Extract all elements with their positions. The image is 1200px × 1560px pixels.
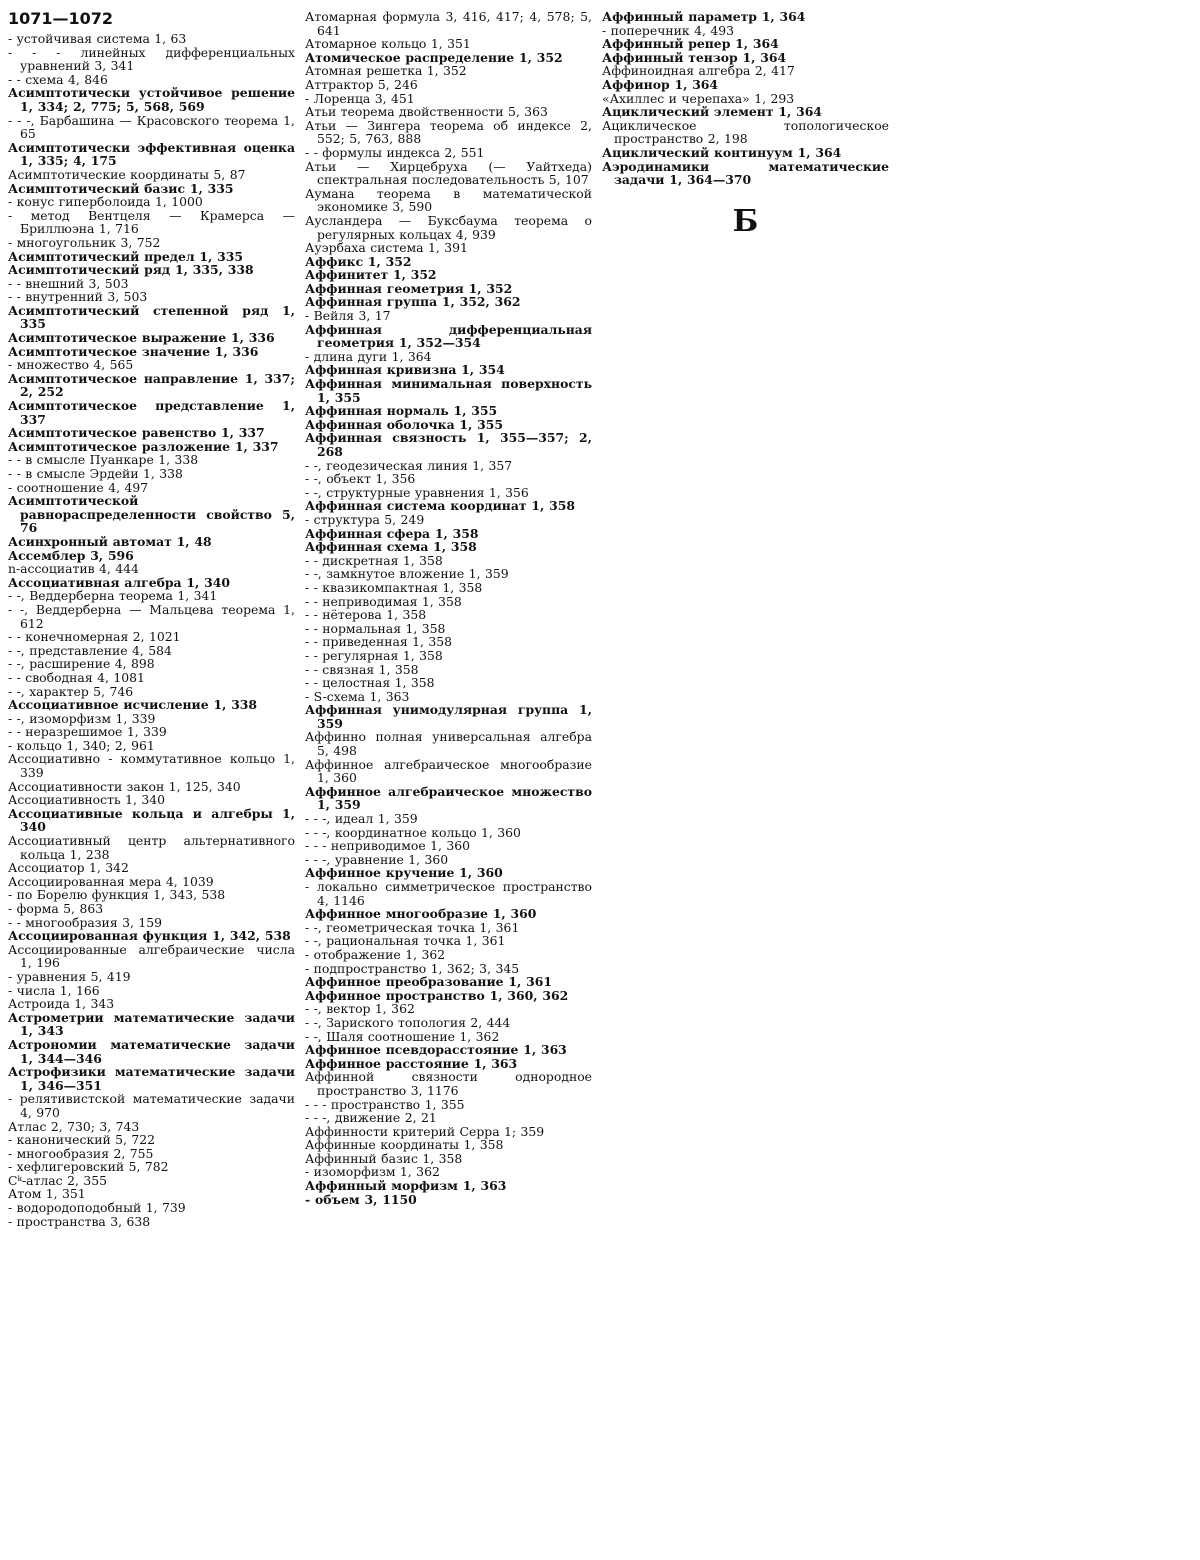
index-heading-entry: Ациклический континуум 1, 364 <box>602 144 842 160</box>
index-sub-entry: Атомная решетка 1, 352 <box>305 63 467 79</box>
index-sub-entry: - хефлигеровский 5, 782 <box>8 1159 169 1175</box>
index-sub-entry: - - нормальная 1, 358 <box>305 620 446 636</box>
index-sub-entry: Аффинный базис 1, 358 <box>305 1150 463 1166</box>
index-heading-entry: Ассоциативная алгебра 1, 340 <box>8 574 230 590</box>
index-heading-entry: Асимптотическое значение 1, 336 <box>8 343 259 359</box>
index-columns <box>8 10 1186 1552</box>
index-sub-entry: Аумана теорема в математической экономике 3, 590 <box>305 185 592 215</box>
index-sub-entry: Атьи теорема двойственности 5, 363 <box>305 104 548 120</box>
index-sub-entry: Ассоциированные алгебраические числа 1, 196 <box>8 941 295 971</box>
index-sub-entry: - изоморфизм 1, 362 <box>305 1164 440 1180</box>
index-sub-entry: Атьи — Зингера теорема об индексе 2, 552; 5, 763, 888 <box>305 117 592 147</box>
index-sub-entry: - -, рациональная точка 1, 361 <box>305 933 506 949</box>
index-heading-entry: Ассемблер 3, 596 <box>8 547 134 563</box>
index-sub-entry: - - внешний 3, 503 <box>8 275 129 291</box>
index-sub-entry: - - -, уравнение 1, 360 <box>305 851 449 867</box>
index-heading-entry: Аффинная нормаль 1, 355 <box>305 403 498 419</box>
index-sub-entry: - -, Зариского топология 2, 444 <box>305 1014 511 1030</box>
index-heading-entry: Асимптотическое равенство 1, 337 <box>8 425 265 441</box>
index-heading-entry: Асимптотически устойчивое решение 1, 334; 2, 775; 5, 568, 569 <box>8 85 295 114</box>
index-heading-entry: Асимптотический предел 1, 335 <box>8 248 244 264</box>
index-column-2 <box>305 10 592 1552</box>
index-sub-entry: Аусландера — Буксбаума теорема о регулярных кольцах 4, 939 <box>305 212 592 242</box>
index-heading-entry: Асимптотическое разложение 1, 337 <box>8 438 279 454</box>
index-heading-entry: Аффинная кривизна 1, 354 <box>305 362 505 378</box>
index-heading-entry: Аффинная дифференциальная геометрия 1, 352—354 <box>305 321 592 351</box>
index-heading-entry: Аффинная унимодулярная группа 1, 359 <box>305 702 592 731</box>
index-sub-entry: - - внутренний 3, 503 <box>8 289 148 305</box>
index-sub-entry: - -, Веддерберна — Мальцева теорема 1, 612 <box>8 601 295 631</box>
index-sub-entry: - -, представление 4, 584 <box>8 642 172 658</box>
index-sub-entry: Астроида 1, 343 <box>8 996 115 1012</box>
index-sub-entry: - S-схема 1, 363 <box>305 688 410 704</box>
index-sub-entry: - - -, движение 2, 21 <box>305 1110 437 1126</box>
index-sub-entry: - устойчивая система 1, 63 <box>8 31 187 46</box>
index-sub-entry: Атлас 2, 730; 3, 743 <box>8 1118 140 1134</box>
index-sub-entry: - Лоренца 3, 451 <box>305 90 415 106</box>
index-heading-entry: Аффинная система координат 1, 358 <box>305 498 576 514</box>
index-heading-entry: Атомическое распределение 1, 352 <box>305 49 563 65</box>
index-heading-entry: Аэродинамики математические задачи 1, 364—370 <box>602 158 889 188</box>
index-sub-entry: - - регулярная 1, 358 <box>305 647 443 663</box>
index-sub-entry: - - неразрешимое 1, 339 <box>8 724 167 740</box>
index-sub-entry: - длина дуги 1, 364 <box>305 348 432 364</box>
index-sub-entry: - поперечник 4, 493 <box>602 22 735 38</box>
index-sub-entry: - многообразия 2, 755 <box>8 1145 154 1161</box>
index-column-3-top <box>602 10 889 187</box>
index-sub-entry: - - в смысле Пуанкаре 1, 338 <box>8 452 199 468</box>
index-heading-entry: Асимптотический базис 1, 335 <box>8 180 234 196</box>
index-sub-entry: - -, вектор 1, 362 <box>305 1001 415 1017</box>
index-sub-entry: - -, расширение 4, 898 <box>8 656 155 672</box>
index-heading-entry: Ациклический элемент 1, 364 <box>602 104 822 120</box>
index-sub-entry: - релятивистской математические задачи 4, 970 <box>8 1091 295 1120</box>
index-heading-entry: Аффинное преобразование 1, 361 <box>305 974 552 990</box>
index-sub-entry: - -, геометрическая точка 1, 361 <box>305 919 520 935</box>
section-letter: Б <box>732 203 759 239</box>
index-sub-entry: - - многообразия 3, 159 <box>8 914 162 930</box>
index-sub-entry: - - в смысле Эрдейи 1, 338 <box>8 466 183 481</box>
index-heading-entry: Аффинитет 1, 352 <box>305 267 437 283</box>
index-sub-entry: Аффинно полная универсальная алгебра 5, 498 <box>305 729 592 759</box>
index-heading-entry: Аффинный репер 1, 364 <box>602 36 779 52</box>
index-heading-entry: Аффинный тензор 1, 364 <box>602 49 787 65</box>
index-sub-entry: Cᵏ-атлас 2, 355 <box>8 1172 107 1188</box>
index-sub-entry: «Ахиллес и черепаха» 1, 293 <box>602 90 795 106</box>
index-heading-entry: Аффинор 1, 364 <box>602 76 719 92</box>
index-heading-entry: Аффинное многообразие 1, 360 <box>305 906 537 922</box>
index-sub-entry: Ассоциативности закон 1, 125, 340 <box>8 778 241 794</box>
index-heading-entry: - объем 3, 1150 <box>305 1191 417 1207</box>
index-sub-entry: Ассоциированная мера 4, 1039 <box>8 873 214 889</box>
index-sub-entry: Аттрактор 5, 246 <box>305 76 418 92</box>
index-sub-entry: - -, Веддерберна теорема 1, 341 <box>8 588 218 604</box>
index-sub-entry: - -, изоморфизм 1, 339 <box>8 710 156 726</box>
index-heading-entry: Асимптотической равнораспределенности свойство 5, 76 <box>8 493 295 536</box>
index-sub-entry: Аффинные координаты 1, 358 <box>305 1137 504 1153</box>
index-sub-entry: - - -, Барбашина — Красовского теорема 1, 65 <box>8 112 295 142</box>
index-heading-entry: Аффинная группа 1, 352, 362 <box>305 294 521 310</box>
index-sub-entry: - - неприводимая 1, 358 <box>305 593 462 609</box>
index-sub-entry: - структура 5, 249 <box>305 511 425 527</box>
page-range-header: 1071—1072 <box>8 9 114 28</box>
index-sub-entry: - канонический 5, 722 <box>8 1132 156 1148</box>
index-sub-entry: - кольцо 1, 340; 2, 961 <box>8 737 155 753</box>
index-heading-entry: Аффинное псевдорасстояние 1, 363 <box>305 1042 567 1058</box>
index-column-1 <box>8 10 295 1552</box>
index-sub-entry: - - -, координатное кольцо 1, 360 <box>305 824 521 840</box>
index-heading-entry: Аффинная оболочка 1, 355 <box>305 416 504 432</box>
index-sub-entry: - Вейля 3, 17 <box>305 308 391 324</box>
index-heading-entry: Аффинный параметр 1, 364 <box>602 10 806 24</box>
index-sub-entry: - многоугольник 3, 752 <box>8 234 161 250</box>
index-heading-entry: Асимптотическое выражение 1, 336 <box>8 330 275 346</box>
index-sub-entry: Аффиноидная алгебра 2, 417 <box>602 63 795 79</box>
index-heading-entry: Астрофизики математические задачи 1, 346—351 <box>8 1064 295 1093</box>
index-sub-entry: - -, характер 5, 746 <box>8 683 134 699</box>
index-sub-entry: Атом 1, 351 <box>8 1186 86 1202</box>
index-sub-entry: Атомарное кольцо 1, 351 <box>305 36 471 52</box>
index-sub-entry: - множество 4, 565 <box>8 357 134 373</box>
index-sub-entry: - - конечномерная 2, 1021 <box>8 629 181 645</box>
index-sub-entry: Атьи — Хирцебруха (— Уайтхеда) спектральная последовательность 5, 107 <box>305 158 592 188</box>
index-sub-entry: - по Борелю функция 1, 343, 538 <box>8 887 226 903</box>
index-sub-entry: - - связная 1, 358 <box>305 661 419 677</box>
index-heading-entry: Асимптотическое представление 1, 337 <box>8 398 295 427</box>
index-sub-entry: Ациклическое топологическое пространство 2, 198 <box>602 117 889 147</box>
index-sub-entry: - - квазикомпактная 1, 358 <box>305 579 483 595</box>
index-heading-entry: Асимптотический ряд 1, 335, 338 <box>8 262 254 278</box>
index-sub-entry: - - дискретная 1, 358 <box>305 552 443 568</box>
index-column-3 <box>602 10 889 1552</box>
index-heading-entry: Аффинное кручение 1, 360 <box>305 865 503 881</box>
index-sub-entry: - отображение 1, 362 <box>305 946 446 962</box>
index-heading-entry: Аффинная геометрия 1, 352 <box>305 280 513 296</box>
index-sub-entry: n-ассоциатив 4, 444 <box>8 561 139 577</box>
index-sub-entry: - -, Шаля соотношение 1, 362 <box>305 1028 500 1044</box>
index-sub-entry: - -, замкнутое вложение 1, 359 <box>305 566 509 582</box>
index-sub-entry: - числа 1, 166 <box>8 982 100 998</box>
index-sub-entry: - уравнения 5, 419 <box>8 968 131 984</box>
index-sub-entry: Асимптотические координаты 5, 87 <box>8 166 246 182</box>
index-sub-entry: Ауэрбаха система 1, 391 <box>305 240 468 256</box>
index-sub-entry: - пространства 3, 638 <box>8 1213 151 1229</box>
index-sub-entry: - метод Вентцеля — Крамерса — Бриллюэна 1, 716 <box>8 207 295 237</box>
index-heading-entry: Аффинное алгебраическое множество 1, 359 <box>305 783 592 813</box>
index-heading-entry: Аффинная сфера 1, 358 <box>305 525 479 541</box>
index-heading-entry: Аффикс 1, 352 <box>305 253 412 269</box>
index-sub-entry: - -, геодезическая линия 1, 357 <box>305 457 513 473</box>
index-sub-entry: - - - неприводимое 1, 360 <box>305 838 471 854</box>
index-sub-entry: - -, структурные уравнения 1, 356 <box>305 484 529 500</box>
index-heading-entry: Асинхронный автомат 1, 48 <box>8 533 212 549</box>
index-heading-entry: Ассоциативное исчисление 1, 338 <box>8 697 258 713</box>
index-heading-entry: Асимптотически эффективная оценка 1, 335; 4, 175 <box>8 139 295 169</box>
index-heading-entry: Астрономии математические задачи 1, 344—346 <box>8 1036 295 1066</box>
index-sub-entry: - конус гиперболоида 1, 1000 <box>8 194 203 210</box>
index-sub-entry: - - схема 4, 846 <box>8 71 108 87</box>
index-heading-entry: Асимптотический степенной ряд 1, 335 <box>8 302 295 332</box>
index-sub-entry: - форма 5, 863 <box>8 901 104 916</box>
index-heading-entry: Асимптотическое направление 1, 337; 2, 252 <box>8 370 295 400</box>
index-sub-entry: - локально симметрическое пространство 4, 1146 <box>305 879 592 908</box>
index-sub-entry: Ассоциатор 1, 342 <box>8 860 129 876</box>
index-sub-entry: - - приведенная 1, 358 <box>305 634 453 650</box>
index-sub-entry: Аффинное алгебраическое многообразие 1, 360 <box>305 756 592 786</box>
index-heading-entry: Аффинная минимальная поверхность 1, 355 <box>305 376 592 405</box>
index-sub-entry: - - - линейных дифференциальных уравнений 3, 341 <box>8 44 295 74</box>
index-heading-entry: Аффинное пространство 1, 360, 362 <box>305 987 569 1003</box>
index-heading-entry: Ассоциированная функция 1, 342, 538 <box>8 928 291 944</box>
index-sub-entry: Ассоциативный центр альтернативного кольца 1, 238 <box>8 833 295 862</box>
index-sub-entry: - водородоподобный 1, 739 <box>8 1200 186 1216</box>
index-heading-entry: Аффинный морфизм 1, 363 <box>305 1178 507 1194</box>
index-heading-entry: Ассоциативные кольца и алгебры 1, 340 <box>8 805 295 835</box>
index-heading-entry: Аффинная связность 1, 355—357; 2, 268 <box>305 430 592 459</box>
index-sub-entry: Аффинной связности однородное пространство 3, 1176 <box>305 1069 592 1098</box>
index-sub-entry: - соотношение 4, 497 <box>8 479 149 495</box>
index-sub-entry: - - целостная 1, 358 <box>305 675 435 691</box>
index-sub-entry: - - формулы индекса 2, 551 <box>305 144 485 160</box>
index-sub-entry: - - -, идеал 1, 359 <box>305 811 418 827</box>
index-heading-entry: Аффинная схема 1, 358 <box>305 539 477 555</box>
index-sub-entry: - - свободная 4, 1081 <box>8 669 145 685</box>
index-sub-entry: - -, объект 1, 356 <box>305 471 416 487</box>
index-sub-entry: - - - пространство 1, 355 <box>305 1096 465 1112</box>
index-heading-entry: Аффинное расстояние 1, 363 <box>305 1055 518 1071</box>
index-sub-entry: - подпространство 1, 362; 3, 345 <box>305 960 520 976</box>
index-sub-entry: Ассоциативность 1, 340 <box>8 792 166 808</box>
index-sub-entry: Атомарная формула 3, 416, 417; 4, 578; 5, 641 <box>305 10 592 38</box>
index-heading-entry: Астрометрии математические задачи 1, 343 <box>8 1009 295 1039</box>
index-sub-entry: Ассоциативно - коммутативное кольцо 1, 339 <box>8 751 295 781</box>
index-sub-entry: - - нётерова 1, 358 <box>305 607 427 623</box>
index-sub-entry: Аффинности критерий Серра 1; 359 <box>305 1123 545 1139</box>
